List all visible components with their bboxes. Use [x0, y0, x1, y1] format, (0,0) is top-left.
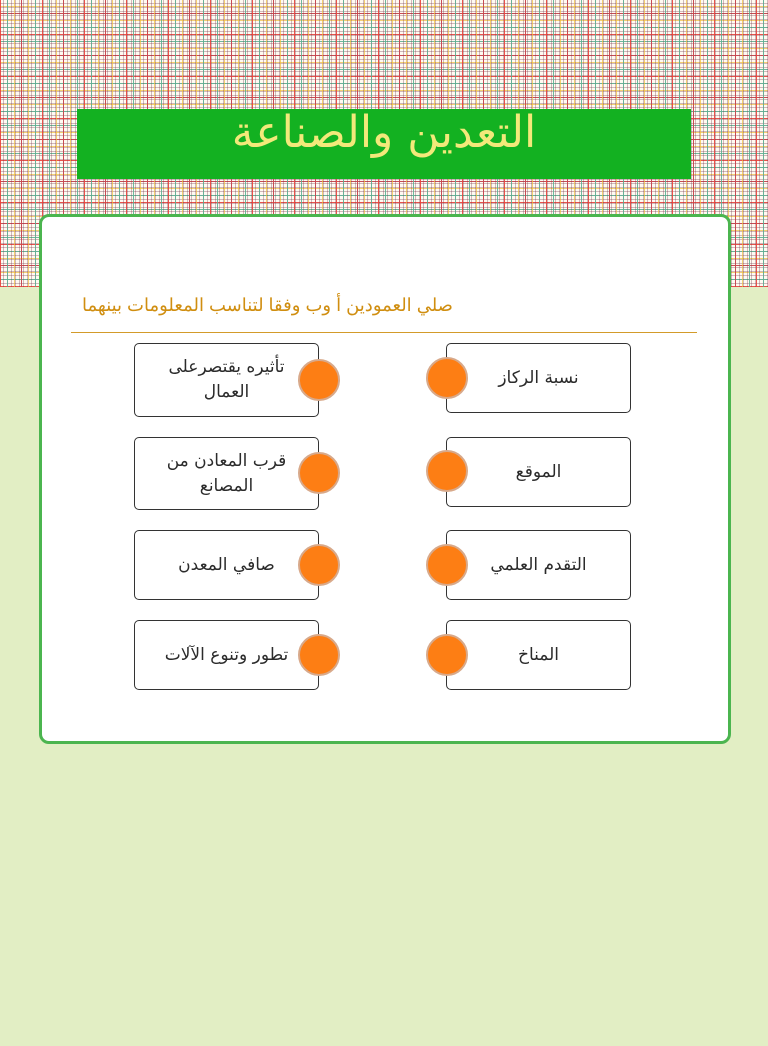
column-b-item-label: قرب المعادن من المصانع [166, 450, 287, 496]
instruction-label: صلي العمودين أ وب وفقا لتناسب المعلومات بينهما [82, 295, 453, 315]
instruction-text [82, 295, 502, 316]
instruction-divider [71, 332, 697, 333]
column-a-connector-dot-1[interactable] [426, 357, 468, 399]
column-b-item-label: تطور وتنوع الآلات [164, 644, 289, 665]
column-b-item-4[interactable] [134, 620, 319, 690]
column-a-connector-dot-3[interactable] [426, 544, 468, 586]
column-a-item-label: المناخ [518, 644, 560, 665]
column-a-item-3[interactable] [446, 530, 631, 600]
column-b-item-label: صافي المعدن [178, 554, 275, 575]
column-a-connector-dot-4[interactable] [426, 634, 468, 676]
column-a-connector-dot-2[interactable] [426, 450, 468, 492]
column-a-item-label: نسبة الركاز [498, 367, 579, 388]
column-a-item-4[interactable] [446, 620, 631, 690]
column-a-item-label: التقدم العلمي [490, 554, 587, 575]
column-b-connector-dot-4[interactable] [298, 634, 340, 676]
column-b-connector-dot-2[interactable] [298, 452, 340, 494]
column-b-item-2[interactable] [134, 437, 319, 510]
column-b-item-1[interactable] [134, 343, 319, 417]
column-a-item-1[interactable] [446, 343, 631, 413]
column-a-item-2[interactable] [446, 437, 631, 507]
column-b-item-3[interactable] [134, 530, 319, 600]
column-b-connector-dot-3[interactable] [298, 544, 340, 586]
page-title: التعدين والصناعة [231, 107, 537, 158]
column-b-item-label: تأثيره يقتصرعلى العمال [168, 357, 285, 402]
matching-activity-card [39, 214, 731, 744]
title-banner [77, 109, 691, 179]
column-a-item-label: الموقع [515, 461, 562, 482]
column-b-connector-dot-1[interactable] [298, 359, 340, 401]
